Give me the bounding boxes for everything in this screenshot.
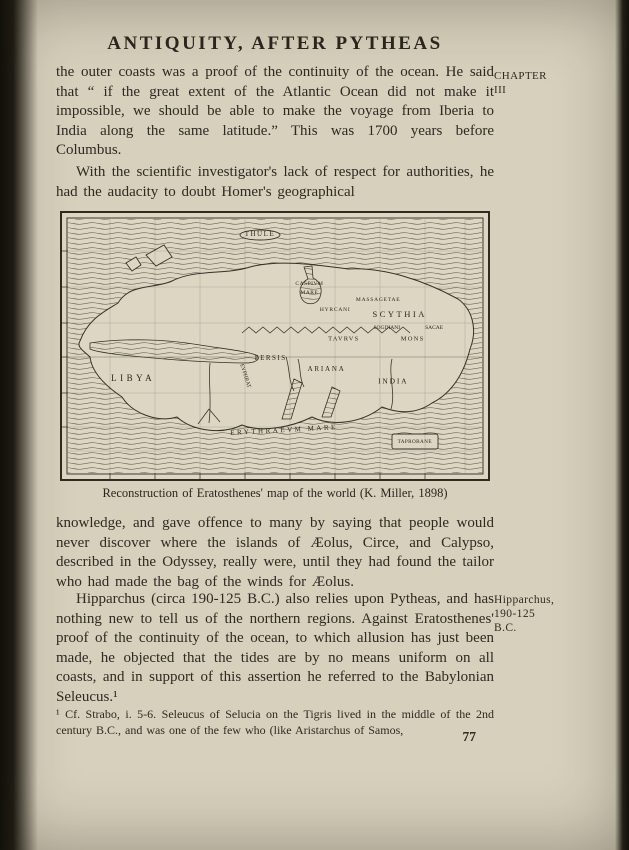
chapter-number: III [494, 84, 507, 96]
map-label: THULE [244, 229, 276, 238]
map-label: ERYTHRAEVM MARE [229, 422, 338, 437]
eratosthenes-map [60, 211, 490, 481]
map-label: LIBYA [111, 373, 156, 384]
map-label: SACAE [425, 325, 444, 332]
page-edge-shadow-right [615, 0, 629, 850]
figure-eratosthenes-map [60, 211, 492, 481]
map-label: SOGDIANI [373, 325, 401, 332]
footnote: ¹ Cf. Strabo, i. 5-6. Seleucus of Selucia on the Tigris lived in the middle of the 2nd century B.C., and was one of the few who (like Aristarchus of Samos, [56, 707, 494, 737]
map-label: ARIANA [307, 364, 346, 373]
hipparchus-note-dates: 190-125 [494, 608, 536, 620]
figure-caption: Reconstruction of Eratosthenes' map of the world (K. Miller, 1898) [102, 486, 448, 500]
hipparchus-note-era: B.C. [494, 622, 517, 634]
map-label: INDIA [378, 376, 409, 386]
paragraph-2: With the scientific investigator's lack of respect for authorities, he had the audacity to doubt Homer's geographical [56, 164, 494, 200]
paragraph-4: Hipparchus (circa 190-125 B.C.) also relies upon Pytheas, and has nothing new to tell us of the northern regions. Against Eratosthenes' proof of the continuity of the ocean, to which allusion has just been made, he objected that the tides are by no means uniform on all coasts, and in support of this assertion he referred to the Babylonian Seleucus.¹ [56, 591, 494, 705]
book-gutter-shadow-left [0, 0, 38, 850]
map-label: TAPROBANE [397, 438, 432, 445]
map-label: EVPHRAT [238, 362, 252, 389]
map-label: PERSIS [254, 354, 287, 363]
paragraph-3: knowledge, and gave offence to many by saying that people would never discover where the islands of Æolus, Circe, and Calypso, described in the Odyssey, really were, until they had found the tailor who had made the bag of the winds for Æolus. [56, 515, 494, 590]
map-label: TAVRVS [328, 335, 360, 343]
page-number: 77 [462, 729, 476, 744]
map-label: CASPIVM [295, 280, 324, 287]
hipparchus-note-name: Hipparchus, [494, 594, 555, 606]
page-title: ANTIQUITY, AFTER PYTHEAS [107, 33, 443, 54]
map-label: SCYTHIA [372, 308, 427, 319]
map-label: MARE [300, 290, 319, 297]
map-label: HYRCANI [319, 306, 351, 313]
paragraph-1: the outer coasts was a proof of the continuity of the ocean. He said that “ if the great extent of the Atlantic Ocean did not make it impossible, we should be able to make the voyage from Iberia to India along the same latitude.” This was 1700 years before Columbus. [56, 64, 494, 158]
margin-note-hipparchus [494, 593, 584, 635]
map-label: MONS [400, 335, 425, 343]
margin-note-chapter [494, 69, 584, 97]
chapter-label: CHAPTER [494, 70, 547, 82]
map-label: MASSAGETAE [355, 297, 401, 304]
